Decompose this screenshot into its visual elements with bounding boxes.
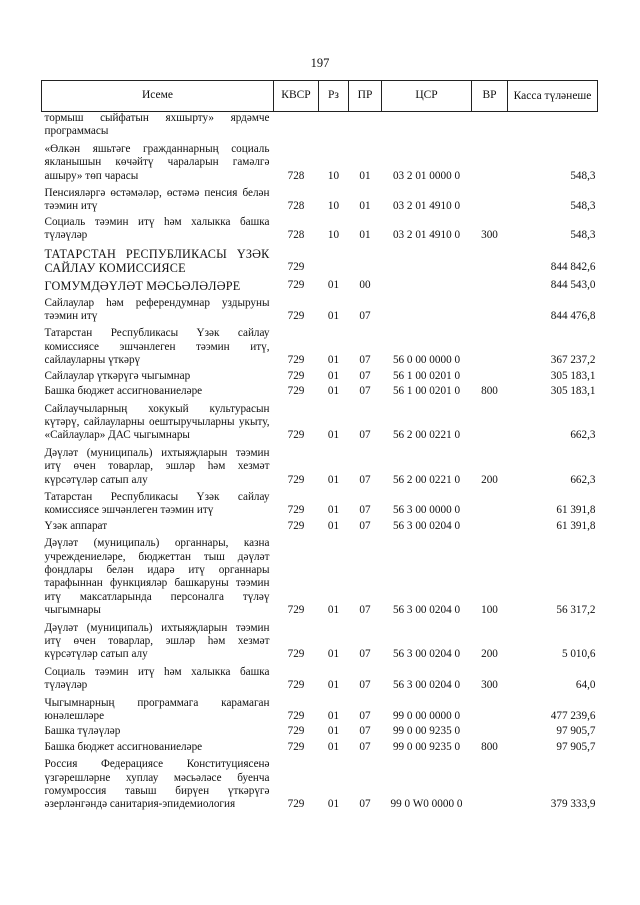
table-row bbox=[42, 662, 598, 693]
row-kvsr: 729 bbox=[287, 473, 305, 486]
table-row bbox=[42, 723, 598, 738]
row-vr bbox=[472, 112, 508, 139]
row-rz: 01 bbox=[327, 354, 340, 367]
row-pr: 07 bbox=[359, 310, 371, 323]
row-vr bbox=[472, 754, 508, 812]
row-pr: 07 bbox=[359, 385, 371, 398]
row-vr: 300 bbox=[481, 229, 498, 242]
table-row bbox=[42, 443, 598, 487]
row-name: ГОМУМДӘҮЛӘТ МӘСЬӘЛӘЛӘРЕ bbox=[44, 278, 241, 293]
row-rz: 01 bbox=[327, 473, 340, 486]
row-vr bbox=[472, 693, 508, 724]
row-csr: 56 1 00 0201 0 bbox=[392, 385, 461, 398]
table-row bbox=[42, 618, 598, 662]
header-vr: ВР bbox=[472, 81, 508, 112]
row-kvsr: 729 bbox=[287, 279, 305, 292]
table-row bbox=[42, 323, 598, 367]
table-row bbox=[42, 754, 598, 812]
header-csr: ЦСР bbox=[382, 81, 472, 112]
row-pr: 07 bbox=[359, 710, 371, 723]
row-sum: 662,3 bbox=[570, 473, 596, 486]
row-name: Чыгымнарның программага карамаган юнәлешләре bbox=[44, 696, 270, 723]
row-name: Башка бюджет ассигнованиеләре bbox=[44, 385, 203, 398]
row-rz: 01 bbox=[327, 279, 340, 292]
row-vr bbox=[472, 183, 508, 214]
row-csr: 56 3 00 0204 0 bbox=[392, 519, 461, 532]
table-row bbox=[42, 693, 598, 724]
row-sum: 305 183,1 bbox=[550, 385, 596, 398]
row-vr: 300 bbox=[481, 679, 498, 692]
table-row bbox=[42, 183, 598, 214]
row-kvsr: 728 bbox=[287, 229, 305, 242]
row-name: Үзәк аппарат bbox=[44, 519, 108, 532]
row-sum: 64,0 bbox=[575, 679, 596, 692]
table-row bbox=[42, 399, 598, 443]
row-rz: 01 bbox=[327, 310, 340, 323]
table-row bbox=[42, 139, 598, 183]
row-csr: 56 3 00 0204 0 bbox=[392, 648, 461, 661]
row-csr bbox=[382, 112, 472, 139]
row-name: Дәүләт (муниципаль) ихтыяҗларын тәэмин итү өчен товарлар, эшләр һәм хезмәт күрсәтүләр сатып алу bbox=[44, 446, 270, 486]
row-rz: 01 bbox=[327, 504, 340, 517]
row-name: Социаль тәэмин итү һәм халыкка башка түләүләр bbox=[44, 215, 270, 242]
row-pr: 07 bbox=[359, 798, 371, 811]
row-name: Россия Федерациясе Конституциясенә үзгәрешләрне хуплау мәсьәләсе буенча гомумроссия тавыш бирүен үткәрүгә әзерләнгәндә санитария-эпидемиология bbox=[44, 758, 270, 811]
row-vr bbox=[472, 518, 508, 533]
row-rz: 01 bbox=[327, 385, 340, 398]
row-sum: 367 237,2 bbox=[550, 354, 596, 367]
row-pr bbox=[349, 112, 382, 139]
row-pr: 07 bbox=[359, 679, 371, 692]
header-rz: Рз bbox=[319, 81, 349, 112]
row-kvsr bbox=[274, 112, 319, 139]
row-kvsr: 729 bbox=[287, 310, 305, 323]
table-row bbox=[42, 243, 598, 275]
row-vr bbox=[472, 368, 508, 383]
row-rz bbox=[319, 112, 349, 139]
row-sum: 379 333,9 bbox=[550, 798, 596, 811]
row-kvsr: 729 bbox=[287, 679, 305, 692]
row-name: Социаль тәэмин итү һәм халыкка башка түләүләр bbox=[44, 665, 270, 692]
row-sum bbox=[508, 112, 598, 139]
row-pr: 07 bbox=[359, 504, 371, 517]
row-name: Сайлаучыларның хокукый культурасын күтәрү, сайлауларны оештыручыларны укыту, «Сайлаулар» ДАС чыгымнары bbox=[44, 402, 270, 442]
row-name: «Өлкән яшьтәге гражданнарның социаль якланышын көчәйтү чараларын гамәлгә ашыру» төп чарасы bbox=[44, 142, 270, 182]
row-csr: 99 0 00 9235 0 bbox=[392, 740, 461, 753]
row-sum: 548,3 bbox=[570, 229, 596, 242]
row-rz: 01 bbox=[327, 710, 340, 723]
row-vr bbox=[472, 323, 508, 367]
table-row bbox=[42, 112, 598, 139]
row-vr bbox=[472, 487, 508, 518]
row-csr bbox=[382, 293, 472, 324]
row-sum: 61 391,8 bbox=[556, 519, 596, 532]
row-rz: 01 bbox=[327, 725, 340, 738]
row-rz: 01 bbox=[327, 604, 340, 617]
row-rz: 10 bbox=[327, 200, 340, 213]
row-vr bbox=[472, 399, 508, 443]
row-rz: 10 bbox=[327, 169, 340, 182]
row-pr: 07 bbox=[359, 604, 371, 617]
row-kvsr: 729 bbox=[287, 725, 305, 738]
row-pr: 00 bbox=[359, 279, 371, 292]
row-pr: 07 bbox=[359, 354, 371, 367]
row-vr: 800 bbox=[481, 385, 498, 398]
row-vr bbox=[472, 243, 508, 275]
row-kvsr: 729 bbox=[287, 385, 305, 398]
row-name: Татарстан Республикасы Үзәк сайлау комиссиясе эшчәнлеген тәэмин итү bbox=[44, 490, 270, 517]
row-rz bbox=[319, 243, 349, 275]
row-csr: 56 3 00 0204 0 bbox=[392, 604, 461, 617]
row-sum: 97 905,7 bbox=[556, 725, 596, 738]
row-kvsr: 729 bbox=[287, 369, 305, 382]
row-vr: 200 bbox=[481, 473, 498, 486]
row-sum: 548,3 bbox=[570, 169, 596, 182]
row-kvsr: 729 bbox=[287, 519, 305, 532]
row-kvsr: 728 bbox=[287, 169, 305, 182]
budget-table bbox=[41, 80, 598, 812]
table-row bbox=[42, 739, 598, 754]
row-pr: 07 bbox=[359, 740, 371, 753]
row-vr: 200 bbox=[481, 648, 498, 661]
row-kvsr: 729 bbox=[287, 740, 305, 753]
table-row bbox=[42, 383, 598, 398]
table-header-row bbox=[42, 81, 598, 112]
row-name: Сайлаулар үткәрүгә чыгымнар bbox=[44, 369, 191, 382]
row-name: ТАТАРСТАН РЕСПУБЛИКАСЫ ҮЗӘК САЙЛАУ КОМИССИЯСЕ bbox=[44, 246, 270, 275]
row-pr: 01 bbox=[359, 229, 371, 242]
row-name: Сайлаулар һәм референдумнар уздыруны тәэмин итү bbox=[44, 296, 270, 323]
row-name: Дәүләт (муниципаль) органнары, казна учреждениеләре, бюджеттан тыш дәүләт фондлары белән идарә итү органнары тарафыннан функцияләр башкаруны тәэмин итү максатларында персоналга түләү чыгымнары bbox=[44, 537, 270, 617]
row-csr: 56 0 00 0000 0 bbox=[392, 354, 461, 367]
header-kvsr: КВСР bbox=[274, 81, 319, 112]
row-vr: 100 bbox=[481, 604, 498, 617]
row-vr: 800 bbox=[481, 740, 498, 753]
row-rz: 01 bbox=[327, 429, 340, 442]
row-pr bbox=[349, 243, 382, 275]
row-kvsr: 729 bbox=[287, 354, 305, 367]
row-pr: 01 bbox=[359, 200, 371, 213]
table-row bbox=[42, 533, 598, 617]
row-kvsr: 729 bbox=[287, 798, 305, 811]
row-pr: 07 bbox=[359, 725, 371, 738]
row-vr bbox=[472, 293, 508, 324]
row-rz: 01 bbox=[327, 798, 340, 811]
row-kvsr: 729 bbox=[287, 429, 305, 442]
table-body bbox=[42, 112, 598, 812]
row-pr: 01 bbox=[359, 169, 371, 182]
row-sum: 844 476,8 bbox=[550, 310, 596, 323]
page-number: 197 bbox=[310, 56, 330, 70]
row-sum: 844 842,6 bbox=[550, 261, 596, 274]
row-pr: 07 bbox=[359, 429, 371, 442]
row-pr: 07 bbox=[359, 519, 371, 532]
row-kvsr: 729 bbox=[287, 648, 305, 661]
row-sum: 305 183,1 bbox=[550, 369, 596, 382]
row-csr: 99 0 00 0000 0 bbox=[392, 710, 461, 723]
row-sum: 844 543,0 bbox=[550, 279, 596, 292]
row-name: Башка түләүләр bbox=[44, 725, 121, 738]
row-rz: 01 bbox=[327, 648, 340, 661]
row-sum: 662,3 bbox=[570, 429, 596, 442]
row-sum: 61 391,8 bbox=[556, 504, 596, 517]
row-kvsr: 729 bbox=[287, 261, 305, 274]
row-kvsr: 729 bbox=[287, 504, 305, 517]
row-kvsr: 729 bbox=[287, 710, 305, 723]
row-kvsr: 729 bbox=[287, 604, 305, 617]
header-sum: Касса түләнеше bbox=[508, 81, 598, 112]
row-vr bbox=[472, 275, 508, 293]
row-csr: 03 2 01 4910 0 bbox=[392, 229, 461, 242]
row-name: Татарстан Республикасы Үзәк сайлау комиссиясе эшчәнлеген тәэмин итү, сайлауларны үткәрү bbox=[44, 327, 270, 367]
row-csr: 99 0 W0 0000 0 bbox=[390, 798, 463, 811]
row-sum: 56 317,2 bbox=[556, 604, 596, 617]
row-csr: 03 2 01 0000 0 bbox=[392, 169, 461, 182]
table-row bbox=[42, 214, 598, 243]
row-vr bbox=[472, 723, 508, 738]
row-vr bbox=[472, 139, 508, 183]
row-csr: 56 3 00 0204 0 bbox=[392, 679, 461, 692]
row-kvsr: 728 bbox=[287, 200, 305, 213]
row-name: тормыш сыйфатын яхшырту» ярдәмче программасы bbox=[44, 112, 270, 138]
table-row bbox=[42, 293, 598, 324]
row-name: Дәүләт (муниципаль) ихтыяҗларын тәэмин итү өчен товарлар, эшләр һәм хезмәт күрсәтүләр сатып алу bbox=[44, 621, 270, 661]
row-name: Башка бюджет ассигнованиеләре bbox=[44, 740, 203, 753]
row-sum: 5 010,6 bbox=[561, 648, 596, 661]
row-name: Пенсияләргә өстәмәләр, өстәмә пенсия белән тәэмин итү bbox=[44, 187, 270, 213]
row-csr: 56 2 00 0221 0 bbox=[392, 429, 461, 442]
row-csr: 99 0 00 9235 0 bbox=[392, 725, 461, 738]
row-pr: 07 bbox=[359, 369, 371, 382]
header-name: Исеме bbox=[42, 81, 274, 112]
row-csr bbox=[382, 275, 472, 293]
row-rz: 01 bbox=[327, 679, 340, 692]
header-pr: ПР bbox=[349, 81, 382, 112]
row-rz: 01 bbox=[327, 369, 340, 382]
row-csr: 03 2 01 4910 0 bbox=[392, 200, 461, 213]
row-csr: 56 3 00 0000 0 bbox=[392, 504, 461, 517]
row-csr: 56 2 00 0221 0 bbox=[392, 473, 461, 486]
table-row bbox=[42, 518, 598, 533]
row-pr: 07 bbox=[359, 473, 371, 486]
row-csr bbox=[382, 243, 472, 275]
row-sum: 548,3 bbox=[570, 200, 596, 213]
row-sum: 97 905,7 bbox=[556, 740, 596, 753]
row-rz: 01 bbox=[327, 519, 340, 532]
row-pr: 07 bbox=[359, 648, 371, 661]
row-csr: 56 1 00 0201 0 bbox=[392, 369, 461, 382]
table-row bbox=[42, 275, 598, 293]
row-rz: 10 bbox=[327, 229, 340, 242]
table-row bbox=[42, 368, 598, 383]
row-rz: 01 bbox=[327, 740, 340, 753]
table-row bbox=[42, 487, 598, 518]
row-sum: 477 239,6 bbox=[550, 710, 596, 723]
